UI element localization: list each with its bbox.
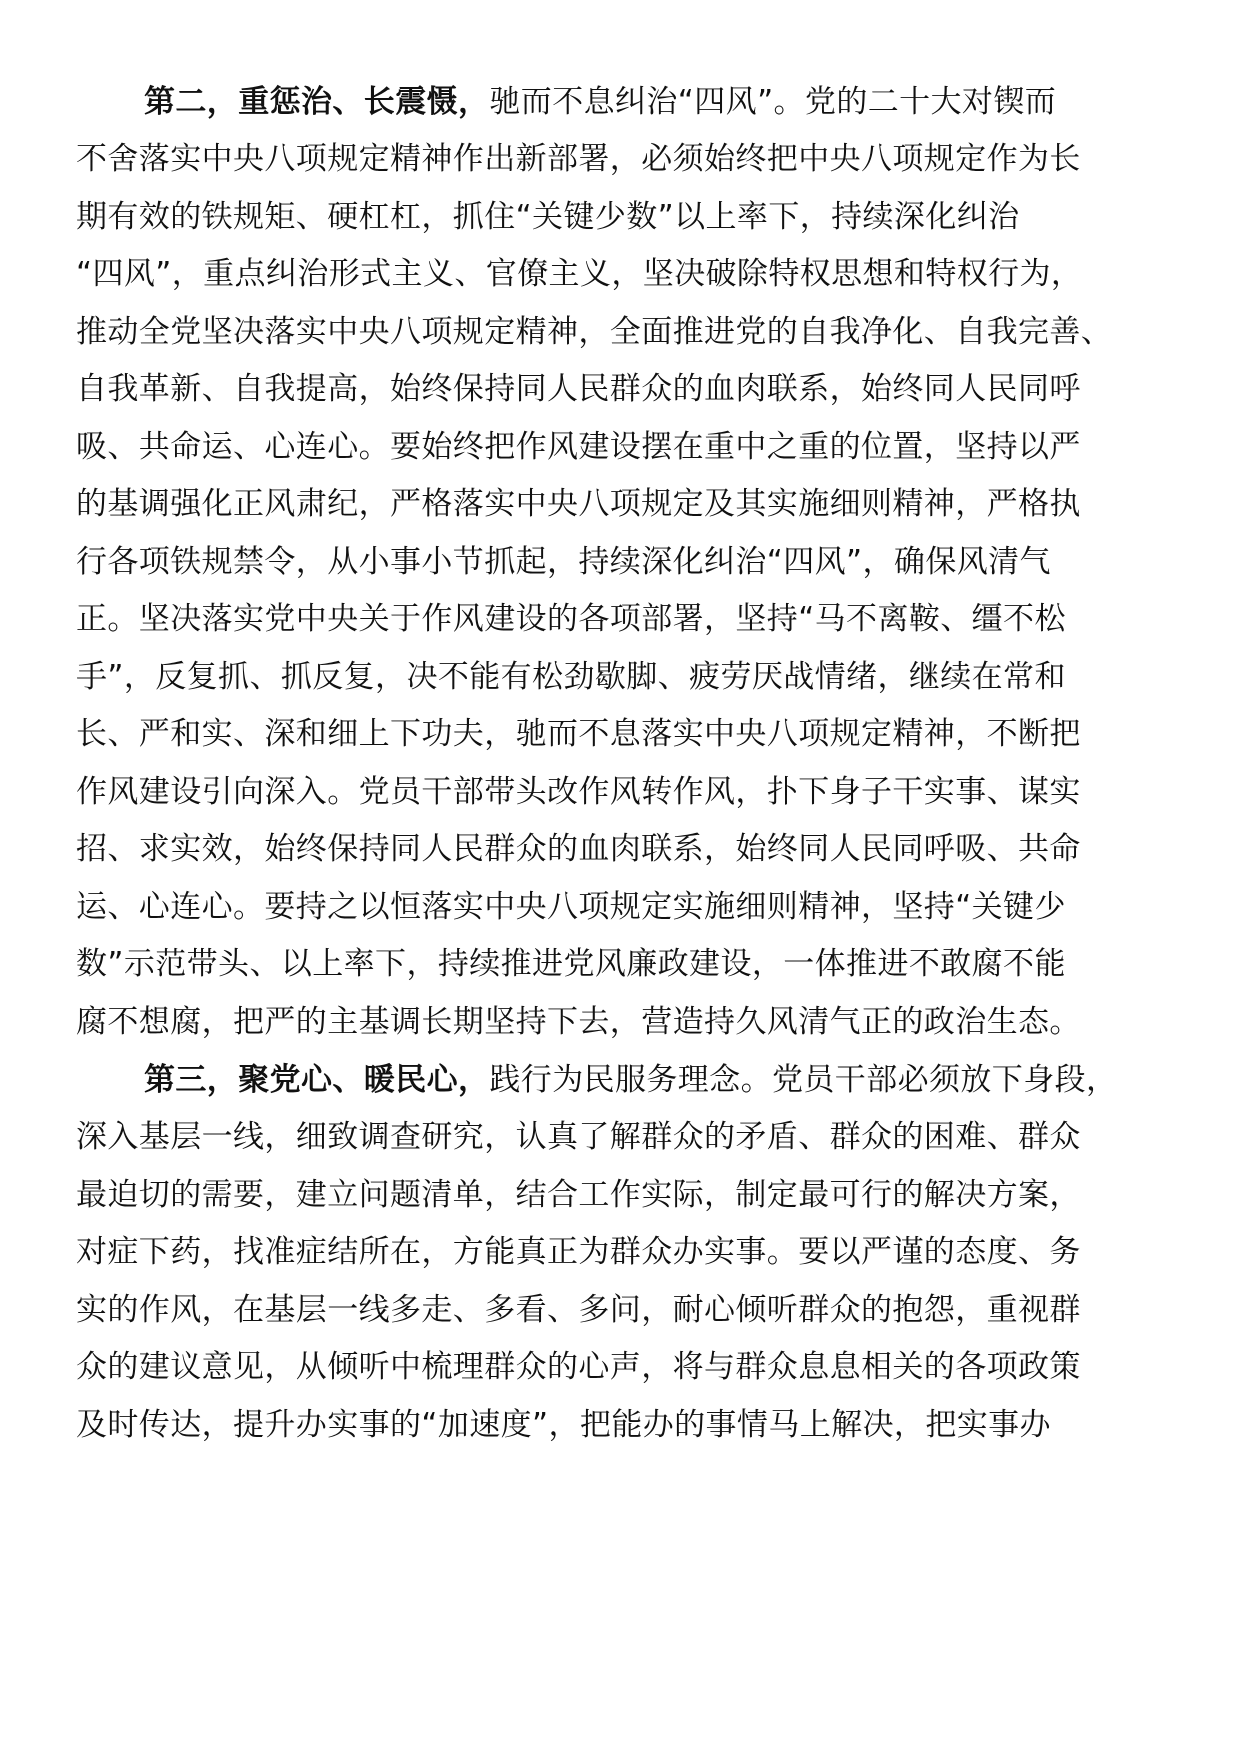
text-line: 最迫切的需要，建立问题清单，结合工作实际，制定最可行的解决方案， [76, 1177, 1081, 1213]
text-line: 运、心连心。要持之以恒落实中央八项规定实施细则精神，坚持“关键少 [76, 889, 1066, 925]
text-line: 期有效的铁规矩、硬杠杠，抓住“关键少数”以上率下，持续深化纠治 [76, 199, 1020, 235]
text-line: 吸、共命运、心连心。要始终把作风建设摆在重中之重的位置，坚持以严 [76, 429, 1081, 465]
text-line: 及时传达，提升办实事的“加速度”，把能办的事情马上解决，把实事办 [76, 1407, 1051, 1443]
text-line: 手”，反复抓、抓反复，决不能有松劲歇脚、疲劳厌战情绪，继续在常和 [76, 659, 1066, 695]
text-line: 自我革新、自我提高，始终保持同人民群众的血肉联系，始终同人民同呼 [76, 371, 1081, 407]
text-line: 长、严和实、深和细上下功夫，驰而不息落实中央八项规定精神，不断把 [76, 716, 1081, 752]
text-line: 行各项铁规禁令，从小事小节抓起，持续深化纠治“四风”，确保风清气 [76, 544, 1051, 580]
text-line: 正。坚决落实党中央关于作风建设的各项部署，坚持“马不离鞍、缰不松 [76, 601, 1066, 637]
text-line: 第二，重惩治、长震慑，驰而不息纠治“四风”。党的二十大对锲而 [144, 84, 1057, 120]
text-line: 的基调强化正风肃纪，严格落实中央八项规定及其实施细则精神，严格执 [76, 486, 1081, 522]
paragraph-lead: 第二，重惩治、长震慑， [144, 84, 490, 120]
text-line: 招、求实效，始终保持同人民群众的血肉联系，始终同人民同呼吸、共命 [76, 831, 1081, 867]
paragraph-lead: 第三，聚党心、暖民心， [144, 1062, 490, 1098]
text-line: 数”示范带头、以上率下，持续推进党风廉政建设，一体推进不敢腐不能 [76, 946, 1066, 982]
text-line: “四风”，重点纠治形式主义、官僚主义，坚决破除特权思想和特权行为， [76, 256, 1083, 292]
text-line: 腐不想腐，把严的主基调长期坚持下去，营造持久风清气正的政治生态。 [76, 1004, 1081, 1040]
text-line: 深入基层一线，细致调查研究，认真了解群众的矛盾、群众的困难、群众 [76, 1119, 1081, 1155]
text-line: 不舍落实中央八项规定精神作出新部署，必须始终把中央八项规定作为长 [76, 141, 1081, 177]
text-line: 众的建议意见，从倾听中梳理群众的心声，将与群众息息相关的各项政策 [76, 1349, 1081, 1385]
text-line: 作风建设引向深入。党员干部带头改作风转作风，扑下身子干实事、谋实 [76, 774, 1081, 810]
text-line: 推动全党坚决落实中央八项规定精神，全面推进党的自我净化、自我完善、 [76, 314, 1113, 350]
text-line: 第三，聚党心、暖民心，践行为民服务理念。党员干部必须放下身段， [144, 1062, 1118, 1098]
text-line: 实的作风，在基层一线多走、多看、多问，耐心倾听群众的抱怨，重视群 [76, 1292, 1081, 1328]
text-line: 对症下药，找准症结所在，方能真正为群众办实事。要以严谨的态度、务 [76, 1234, 1081, 1270]
